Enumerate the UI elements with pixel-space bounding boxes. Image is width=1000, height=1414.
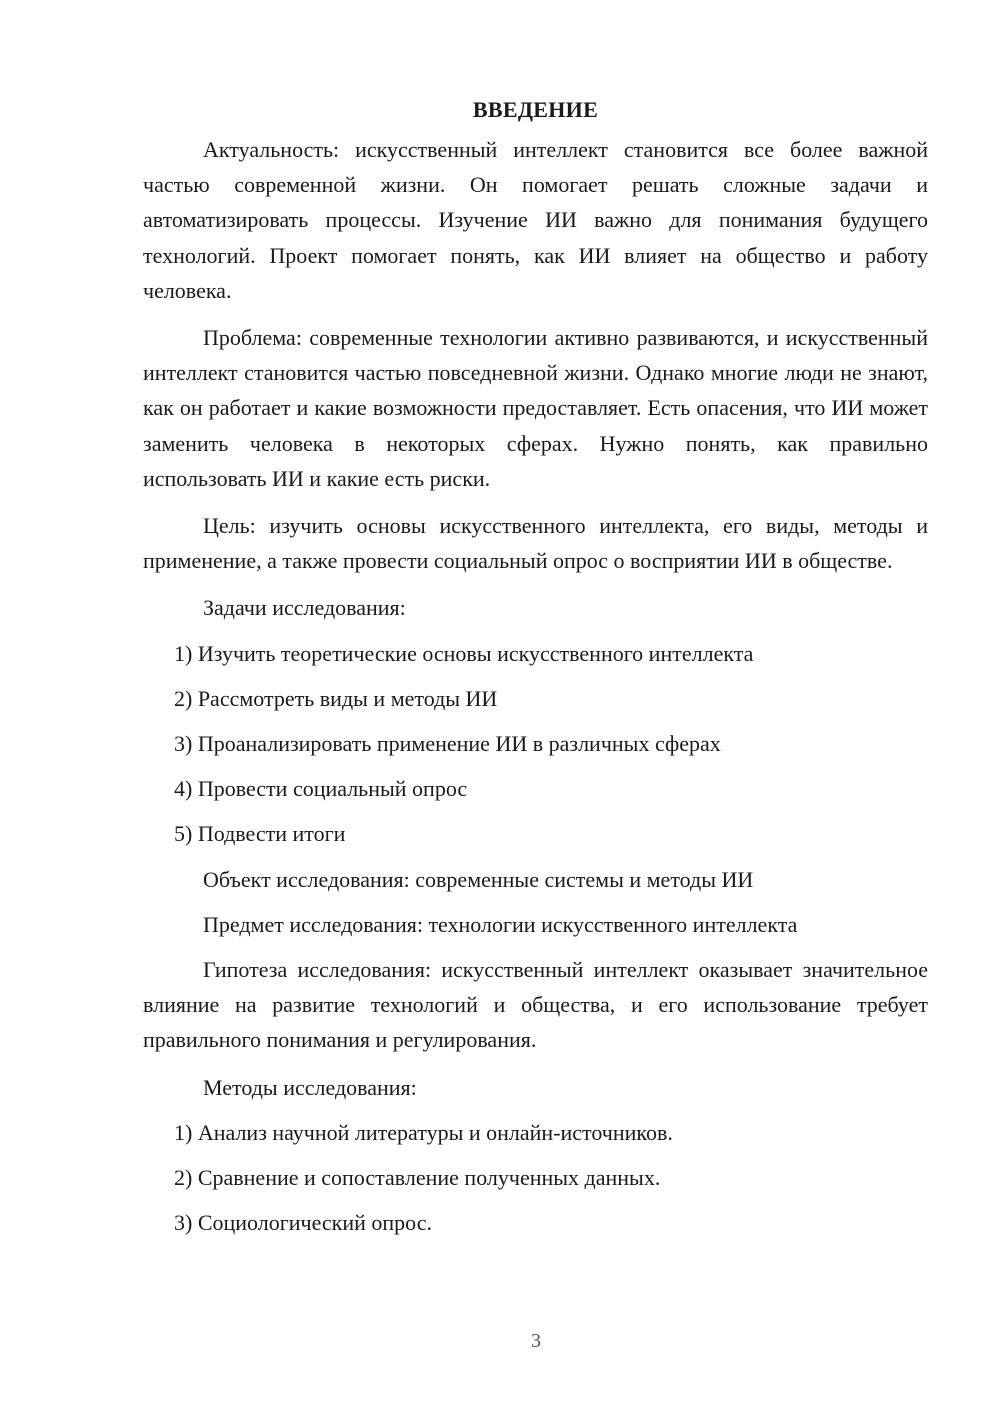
task-item: 3) Проанализировать применение ИИ в различных сферах (174, 731, 721, 757)
methods-heading: Методы исследования: (203, 1074, 417, 1100)
goal-paragraph: Цель: изучить основы искусственного интеллекта, его виды, методы и применение, а также провести социальный опрос о восприятии ИИ в обществе. (143, 513, 928, 574)
subject-line: Предмет исследования: технологии искусственного интеллекта (203, 911, 798, 937)
relevance-paragraph: Актуальность: искусственный интеллект становится все более важной частью современной жизни. Он помогает решать сложные задачи и автоматизировать процессы. Изучение ИИ важно для понимания будущего технологий. Проект помогает понять, как ИИ влияет на общество и работу человека. (143, 137, 928, 303)
task-item: 2) Рассмотреть виды и методы ИИ (174, 685, 498, 711)
method-item: 1) Анализ научной литературы и онлайн-источников. (174, 1119, 673, 1145)
page-number: 3 (531, 1330, 541, 1352)
document-page (143, 92, 928, 1250)
page-title: ВВЕДЕНИЕ (472, 97, 599, 122)
method-item: 3) Социологический опрос. (174, 1210, 432, 1236)
object-line: Объект исследования: современные системы и методы ИИ (203, 866, 754, 892)
method-item: 2) Сравнение и сопоставление полученных данных. (174, 1165, 661, 1191)
tasks-heading: Задачи исследования: (203, 595, 406, 621)
task-item: 1) Изучить теоретические основы искусственного интеллекта (174, 640, 754, 666)
task-item: 4) Провести социальный опрос (174, 776, 468, 802)
hypothesis-paragraph: Гипотеза исследования: искусственный интеллект оказывает значительное влияние на развитие технологий и общества, и его использование требует правильного понимания и регулирования. (143, 957, 928, 1053)
task-item: 5) Подвести итоги (174, 821, 346, 847)
problem-paragraph: Проблема: современные технологии активно развиваются, и искусственный интеллект становится частью повседневной жизни. Однако многие люди не знают, как он работает и какие возможности предоставляет. Есть опасения, что ИИ может заменить человека в некоторых сферах. Нужно понять, как правильно использовать ИИ и какие есть риски. (143, 325, 928, 491)
